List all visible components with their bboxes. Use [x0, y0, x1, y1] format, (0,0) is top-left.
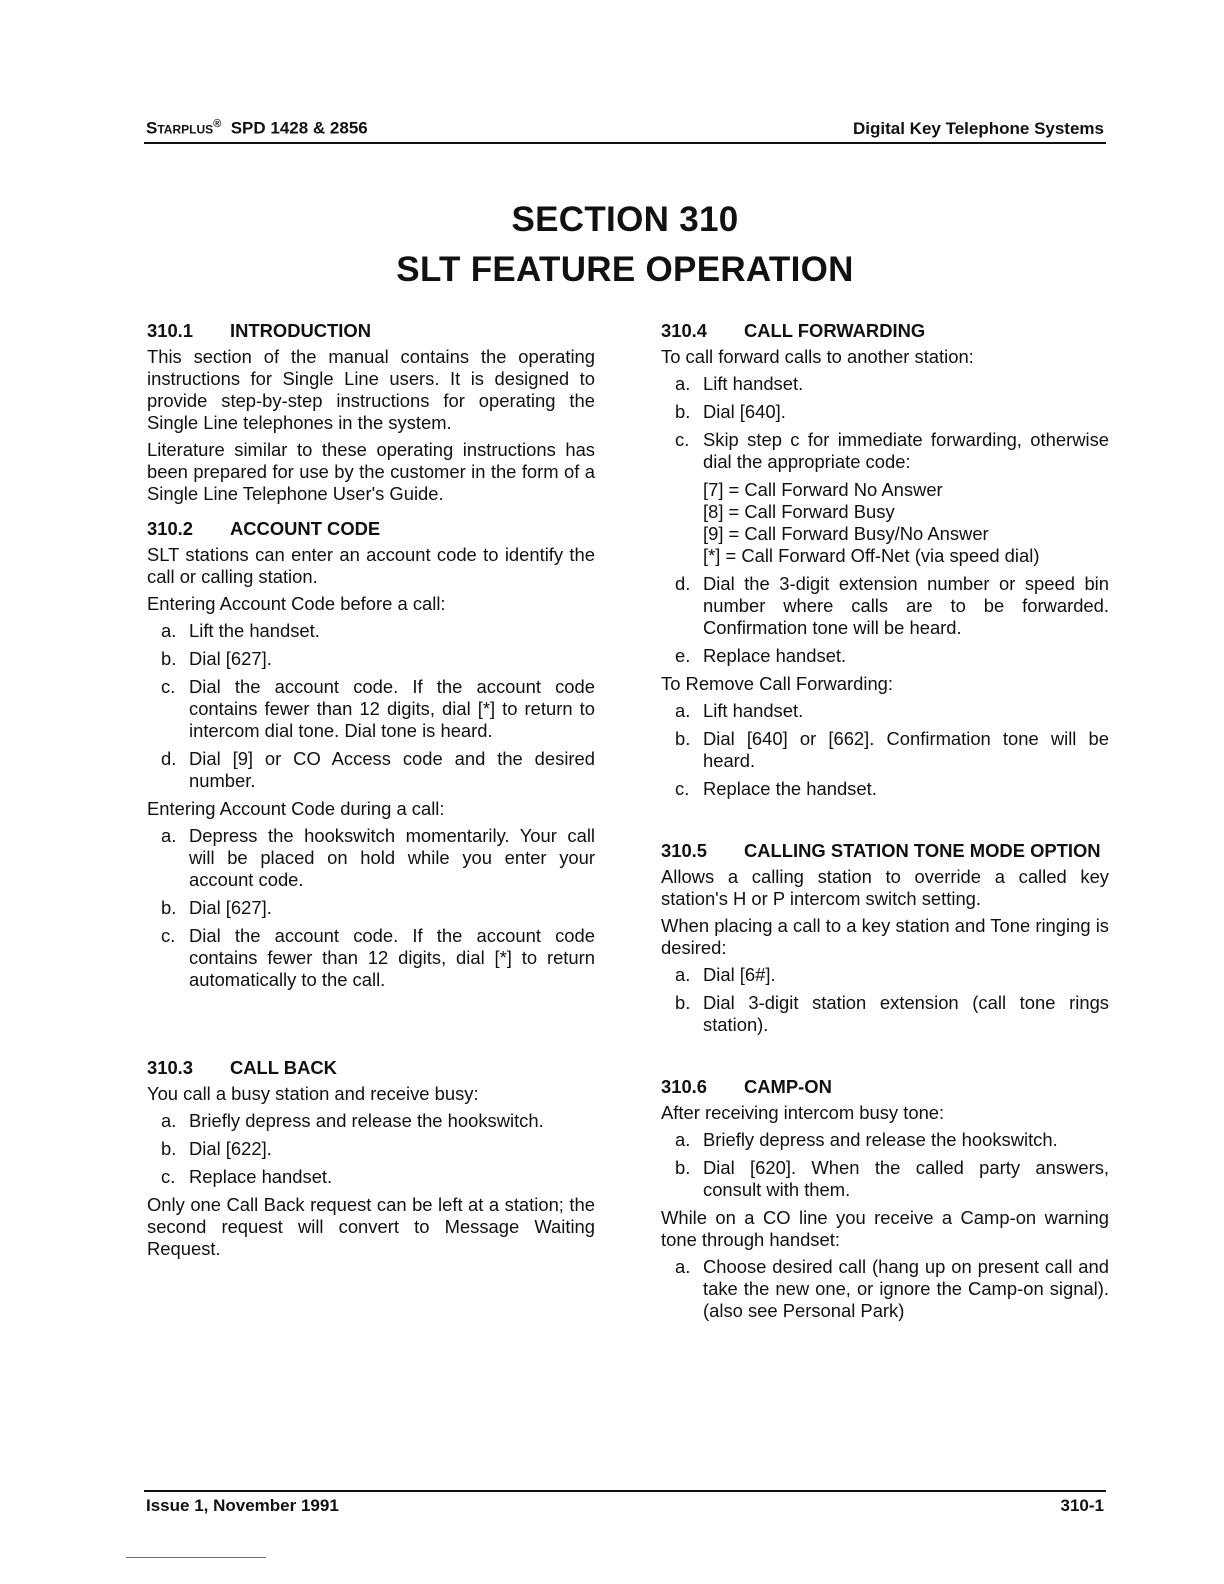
list-item: b. Dial [627].	[161, 648, 272, 669]
camp-on-co-line: While on a CO line you receive a Camp-on warning tone through handset:	[661, 1207, 1109, 1250]
list-item: b. Dial [627].	[161, 897, 272, 918]
tone-mode-paragraph-2: When placing a call to a key station and Tone ringing is desired:	[661, 915, 1109, 958]
page-header	[144, 112, 1106, 144]
call-forward-intro: To call forward calls to another station:	[661, 346, 974, 367]
heading-account-code	[147, 518, 595, 540]
account-during-steps	[147, 825, 595, 991]
left-column	[147, 320, 595, 1265]
call-forward-steps	[661, 373, 1109, 473]
list-item: a. Briefly depress and release the hookswitch.	[161, 1110, 544, 1131]
list-item: a. Lift the handset.	[161, 620, 320, 641]
heading-tone-mode	[661, 840, 1109, 862]
heading-call-back	[147, 1057, 595, 1079]
heading-text: CALLING STATION TONE MODE OPTION	[744, 840, 1101, 861]
forward-code: [7] = Call Forward No Answer	[703, 479, 943, 500]
heading-text: CALL BACK	[230, 1057, 337, 1078]
list-item: a. Dial [6#].	[675, 964, 776, 985]
camp-on-steps	[661, 1129, 1109, 1201]
header-product	[146, 118, 368, 139]
account-before-steps	[147, 620, 595, 792]
intro-paragraph-2: Literature similar to these operating instructions has been prepared for use by the customer in the form of a Single Line Telephone User's Guide.	[147, 439, 595, 504]
header-system: Digital Key Telephone Systems	[853, 119, 1104, 138]
list-item: a. Choose desired call (hang up on present call and take the new one, or ignore the Camp-on signal). (also see Personal Park)	[675, 1256, 1109, 1321]
registered-mark: ®	[213, 118, 222, 131]
page-footer	[144, 1490, 1106, 1518]
camp-on-intro: After receiving intercom busy tone:	[661, 1102, 945, 1123]
heading-text: CALL FORWARDING	[744, 320, 926, 341]
heading-number: 310.5	[661, 840, 708, 861]
heading-text: CAMP-ON	[744, 1076, 832, 1097]
heading-text: ACCOUNT CODE	[230, 518, 381, 539]
list-item: a. Briefly depress and release the hookswitch.	[675, 1129, 1058, 1150]
heading-number: 310.4	[661, 320, 708, 341]
heading-text: INTRODUCTION	[230, 320, 371, 341]
list-item: e. Replace handset.	[675, 645, 847, 666]
heading-camp-on	[661, 1076, 1109, 1098]
section-number-title: SECTION 310	[511, 200, 739, 239]
list-item: b. Dial [622].	[161, 1138, 272, 1159]
heading-introduction	[147, 320, 595, 342]
remove-forward-steps	[661, 700, 1109, 800]
list-item: c. Replace the handset.	[675, 778, 877, 799]
list-item: a. Lift handset.	[675, 700, 804, 721]
list-item: a. Depress the hookswitch momentarily. Your call will be placed on hold while you enter your account code.	[161, 825, 595, 890]
account-code-paragraph: SLT stations can enter an account code to identify the call or calling station.	[147, 544, 595, 587]
forward-code: [9] = Call Forward Busy/No Answer	[703, 523, 989, 544]
heading-number: 310.2	[147, 518, 194, 539]
list-item: b. Dial 3-digit station extension (call tone rings station).	[675, 992, 1109, 1035]
list-item: b. Dial [640] or [662]. Confirmation tone will be heard.	[675, 728, 1109, 771]
footer-page-number: 310-1	[1060, 1496, 1104, 1515]
intro-paragraph-1: This section of the manual contains the operating instructions for Single Line users. It is designed to provide step-by-step instructions for operating the Single Line telephones in the system.	[147, 346, 595, 433]
list-item: d. Dial the 3-digit extension number or speed bin number where calls are to be forwarded. Confirmation tone will be heard.	[675, 573, 1109, 638]
scan-artifact-line	[126, 1557, 266, 1558]
heading-number: 310.6	[661, 1076, 708, 1097]
list-item: b. Dial [640].	[675, 401, 786, 422]
list-item: c. Dial the account code. If the account code contains fewer than 12 digits, dial [*] to return automatically to the call.	[161, 925, 595, 990]
tone-mode-steps	[661, 964, 1109, 1036]
list-item: c. Replace handset.	[161, 1166, 333, 1187]
footer-issue: Issue 1, November 1991	[146, 1496, 339, 1515]
account-during-label: Entering Account Code during a call:	[147, 798, 445, 819]
heading-number: 310.3	[147, 1057, 194, 1078]
tone-mode-paragraph-1: Allows a calling station to override a called key station's H or P intercom switch setting.	[661, 866, 1109, 909]
call-forward-steps-cont	[661, 573, 1109, 667]
section-name-title: SLT FEATURE OPERATION	[396, 250, 854, 289]
heading-call-forwarding	[661, 320, 1109, 342]
call-back-intro: You call a busy station and receive busy:	[147, 1083, 479, 1104]
header-brand: Starplus	[146, 119, 214, 138]
list-item: b. Dial [620]. When the called party answers, consult with them.	[675, 1157, 1109, 1200]
header-model: SPD 1428 & 2856	[230, 119, 368, 138]
list-item: a. Lift handset.	[675, 373, 804, 394]
camp-on-co-steps	[661, 1256, 1109, 1322]
right-column	[661, 320, 1109, 1328]
heading-number: 310.1	[147, 320, 194, 341]
list-item: c. Skip step c for immediate forwarding, otherwise dial the appropriate code:	[675, 429, 1109, 472]
list-item: d. Dial [9] or CO Access code and the desired number.	[161, 748, 595, 791]
remove-forward-label: To Remove Call Forwarding:	[661, 673, 894, 694]
forward-code: [8] = Call Forward Busy	[703, 501, 895, 522]
call-back-note: Only one Call Back request can be left at a station; the second request will convert to Message Waiting Request.	[147, 1194, 595, 1259]
forward-code: [*] = Call Forward Off-Net (via speed dial)	[703, 545, 1040, 566]
forward-code-list	[661, 479, 1109, 567]
call-back-steps	[147, 1110, 595, 1188]
list-item: c. Dial the account code. If the account code contains fewer than 12 digits, dial [*] to return to intercom dial tone. Dial tone is heard.	[161, 676, 595, 741]
account-before-label: Entering Account Code before a call:	[147, 593, 446, 614]
